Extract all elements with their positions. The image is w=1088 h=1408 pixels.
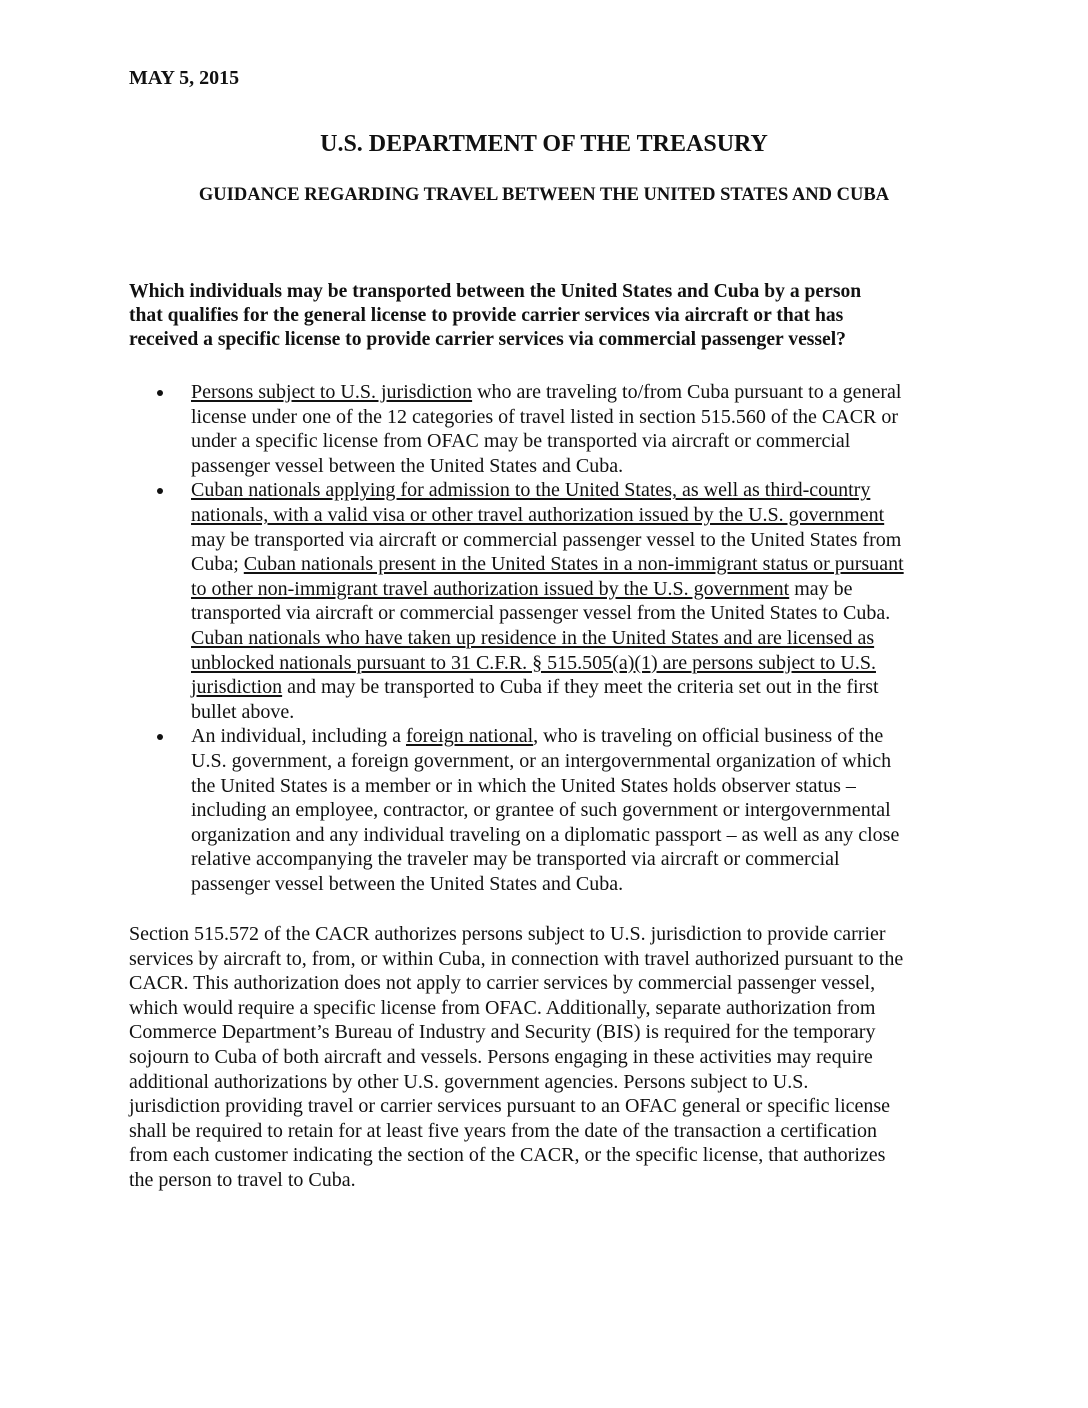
underlined-phrase: Cuban nationals applying for admission to the United States, as well as third-country: [191, 479, 871, 502]
bullet-line: [191, 478, 969, 503]
bullet-item-cuban-nationals: [129, 478, 969, 724]
bullet-line: license under one of the 12 categories of travel listed in section 515.560 of the CACR or: [191, 405, 899, 428]
underlined-phrase: unblocked nationals pursuant to 31 C.F.R. § 515.505(a)(1) are persons subject to U.S.: [191, 651, 876, 674]
bullet-dot-icon: [157, 390, 163, 396]
document-subtitle: GUIDANCE REGARDING TRAVEL BETWEEN THE UNITED STATES AND CUBA: [198, 185, 890, 205]
paragraph-line: services by aircraft to, from, or within Cuba, in connection with travel authorized pursuant to the: [129, 947, 904, 970]
underlined-phrase: Persons subject to U.S. jurisdiction: [191, 381, 473, 403]
paragraph-line: which would require a specific license from OFAC. Additionally, separate authorization from: [129, 996, 876, 1019]
bullet-line: transported via aircraft or commercial passenger vessel from the United States to Cuba.: [191, 602, 891, 625]
bullet-dot-icon: [157, 488, 163, 494]
bullet-item-persons-subject: [129, 380, 969, 478]
bullet-dot-icon: [157, 734, 163, 740]
bullet-line: relative accompanying the traveler may be transported via aircraft or commercial: [191, 848, 840, 871]
paragraph-line: the person to travel to Cuba.: [129, 1168, 356, 1191]
paragraph-line: from each customer indicating the section of the CACR, or the specific license, that authorizes: [129, 1144, 886, 1167]
bullet-list: [129, 380, 969, 896]
document-title: U.S. DEPARTMENT OF THE TREASURY: [320, 131, 768, 157]
question-line: received a specific license to provide carrier services via commercial passenger vessel?: [129, 329, 846, 350]
question-heading: [129, 280, 969, 352]
paragraph-line: Section 515.572 of the CACR authorizes persons subject to U.S. jurisdiction to provide carrier: [129, 923, 886, 945]
bullet-line: the United States is a member or in which the United States holds observer status –: [191, 774, 856, 797]
bullet-line: organization and any individual traveling on a diplomatic passport – as well as any close: [191, 823, 900, 846]
bullet-line: bullet above.: [191, 700, 295, 723]
document-date: MAY 5, 2015: [129, 67, 240, 89]
bullet-line: passenger vessel between the United States and Cuba.: [191, 872, 624, 895]
underlined-phrase: jurisdiction: [191, 676, 283, 699]
underlined-phrase: nationals, with a valid visa or other travel authorization issued by the U.S. government: [191, 503, 885, 526]
bullet-text: and may be transported to Cuba if they meet the criteria set out in the first: [282, 676, 879, 699]
bullet-line: U.S. government, a foreign government, or an intergovernmental organization of which: [191, 749, 892, 772]
bullet-line: [191, 675, 969, 700]
paragraph-line: CACR. This authorization does not apply to carrier services by commercial passenger vessel,: [129, 972, 876, 995]
paragraph-line: jurisdiction providing travel or carrier services pursuant to an OFAC general or specific license: [129, 1095, 891, 1118]
bullet-line: including an employee, contractor, or grantee of such government or intergovernmental: [191, 799, 891, 822]
bullet-line: may be transported via aircraft or commercial passenger vessel to the United States from: [191, 528, 902, 551]
underlined-phrase: to other non-immigrant travel authorization issued by the U.S. government: [191, 577, 790, 600]
bullet-line: under a specific license from OFAC may be transported via aircraft or commercial: [191, 430, 851, 453]
bullet-line: [191, 577, 969, 602]
bullet-text: may be: [789, 577, 853, 600]
bullet-text: who are traveling to/from Cuba pursuant to a general: [472, 381, 902, 403]
paragraph-line: additional authorizations by other U.S. government agencies. Persons subject to U.S.: [129, 1070, 809, 1093]
bullet-line: [191, 651, 969, 676]
underlined-phrase: Cuban nationals who have taken up residence in the United States and are licensed as: [191, 626, 875, 649]
question-line: Which individuals may be transported between the United States and Cuba by a person: [129, 281, 862, 302]
bullet-line: [191, 380, 969, 405]
underlined-phrase: foreign national: [405, 725, 534, 748]
bullet-text: An individual, including a: [191, 725, 406, 748]
underlined-phrase: Cuban nationals present in the United States in a non-immigrant status or pursuant: [243, 553, 904, 576]
bullet-line: passenger vessel between the United States and Cuba.: [191, 454, 624, 477]
body-paragraph: [129, 922, 969, 1193]
bullet-line: [191, 552, 969, 577]
paragraph-line: shall be required to retain for at least five years from the date of the transaction a certification: [129, 1119, 878, 1142]
bullet-text: , who is traveling on official business of the: [533, 725, 884, 748]
paragraph-line: Commerce Department’s Bureau of Industry and Security (BIS) is required for the temporary: [129, 1021, 876, 1044]
bullet-item-official-business: [129, 724, 969, 896]
bullet-line: [191, 724, 969, 749]
bullet-line: [191, 503, 969, 528]
bullet-text: Cuba;: [191, 553, 244, 576]
paragraph-line: sojourn to Cuba of both aircraft and vessels. Persons engaging in these activities may require: [129, 1045, 873, 1068]
bullet-line: [191, 626, 969, 651]
question-line: that qualifies for the general license to provide carrier services via aircraft or that has: [129, 305, 844, 326]
